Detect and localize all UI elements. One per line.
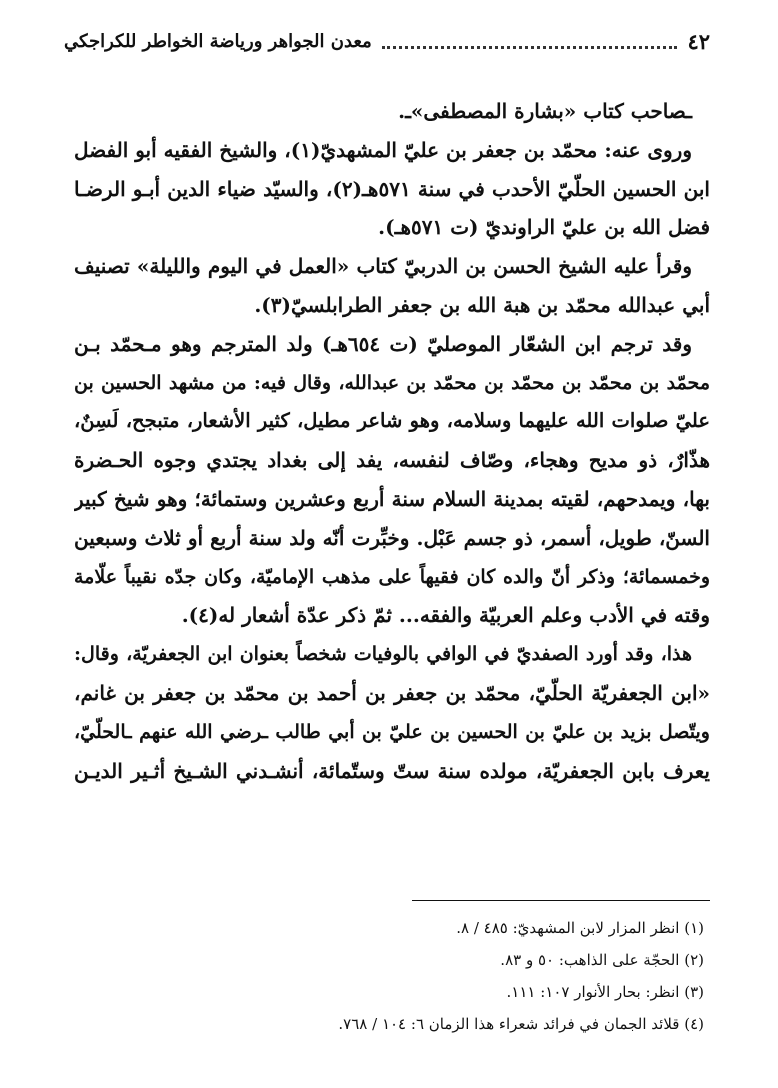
- body-line: محمّد بن محمّد بن محمّد بن محمّد بن عبدالله، وقال فيه: من مشهد الحسين بن: [74, 371, 710, 394]
- body-line: السنّ، طويل، أسمر، ذو جسم عَبْل. وخبِّرت أنّه ولد سنة أربع أو ثلاث وسبعين: [74, 525, 710, 550]
- page-number: ٤٢: [687, 28, 710, 54]
- body-line: فضل الله بن عليّ الراونديّ (ت ٥٧١هـ).: [378, 215, 710, 240]
- body-line: يعرف بابن الجعفريّة، مولده سنة ستّ وستّمائة، أنشـدني الشـيخ أثـير الديـن: [74, 758, 710, 783]
- body-line: وقد ترجم ابن الشعّار الموصليّ (ت ٦٥٤هـ) ولد المترجم وهو مـحمّد بـن: [74, 331, 692, 356]
- footnote-separator: [412, 900, 710, 901]
- body-text: [74, 92, 710, 790]
- body-line: «ابن الجعفريّة الحلّيّ، محمّد بن جعفر بن أحمد بن محمّد بن جعفر بن غانم،: [74, 680, 710, 705]
- body-line: وخمسمائة؛ وذكر أنّ والده كان فقيهاً على مذهب الإماميّة، وكان جدّه نقيباً علّامة: [74, 565, 710, 588]
- body-line: بها، ويمدحهم، لقيته بمدينة السلام سنة أربع وعشرين وستمائة؛ وهو شيخ كبير: [74, 486, 710, 511]
- body-line: هذا، وقد أورد الصفديّ في الوافي بالوفيات شخصاً بعنوان ابن الجعفريّة، وقال:: [74, 643, 692, 666]
- body-line: وقته في الأدب وعلم العربيّة والفقه... ثمّ ذكر عدّة أشعار له(٤).: [181, 603, 710, 628]
- body-line: ابن الحسين الحلّيّ الأحدب في سنة ٥٧١هـ(٢)، والسيّد ضياء الدين أبـو الرضـا: [74, 176, 710, 201]
- page-header: [64, 24, 710, 58]
- body-line: هذّارٌ، ذو مديح وهجاء، وصّاف لنفسه، يفد إلى بغداد يجتدي وجوه الحـضرة: [74, 448, 710, 473]
- footnotes: [74, 912, 710, 1040]
- body-line: ويتّصل بزيد بن عليّ بن الحسين بن عليّ بن أبي طالب ـرضي الله عنهم ـالحلّيّ،: [74, 720, 710, 743]
- leader-dots: [382, 44, 678, 49]
- body-line: وروى عنه: محمّد بن جعفر بن عليّ المشهديّ(١)، والشيخ الفقيه أبو الفضل: [74, 137, 692, 162]
- footnote: (٢) الحجّة على الذاهب: ٥٠ و ٨٣.: [500, 951, 704, 969]
- body-line: عليّ صلوات الله عليهما وسلامه، وهو شاعر مطيل، كثير الأشعار، متبجح، لَسِنٌ،: [74, 409, 710, 433]
- body-line: أبي عبدالله محمّد بن هبة الله بن جعفر الطرابلسيّ(٣).: [254, 292, 710, 317]
- running-title: معدن الجواهر ورياضة الخواطر للكراجكي: [64, 30, 372, 52]
- footnote: (٤) قلائد الجمان في فرائد شعراء هذا الزمان ٦: ١٠٤ / ٧٦٨.: [338, 1015, 704, 1033]
- footnote: (١) انظر المزار لابن المشهديّ: ٤٨٥ / ٨.: [456, 919, 704, 937]
- body-line: وقرأ عليه الشيخ الحسن بن الدربيّ كتاب «العمل في اليوم والليلة» تصنيف: [74, 254, 692, 279]
- footnote: (٣) انظر: بحار الأنوار ١٠٧: ١١١.: [506, 983, 704, 1001]
- body-line: ـصاحب كتاب «بشارة المصطفى»ـ.: [398, 99, 692, 123]
